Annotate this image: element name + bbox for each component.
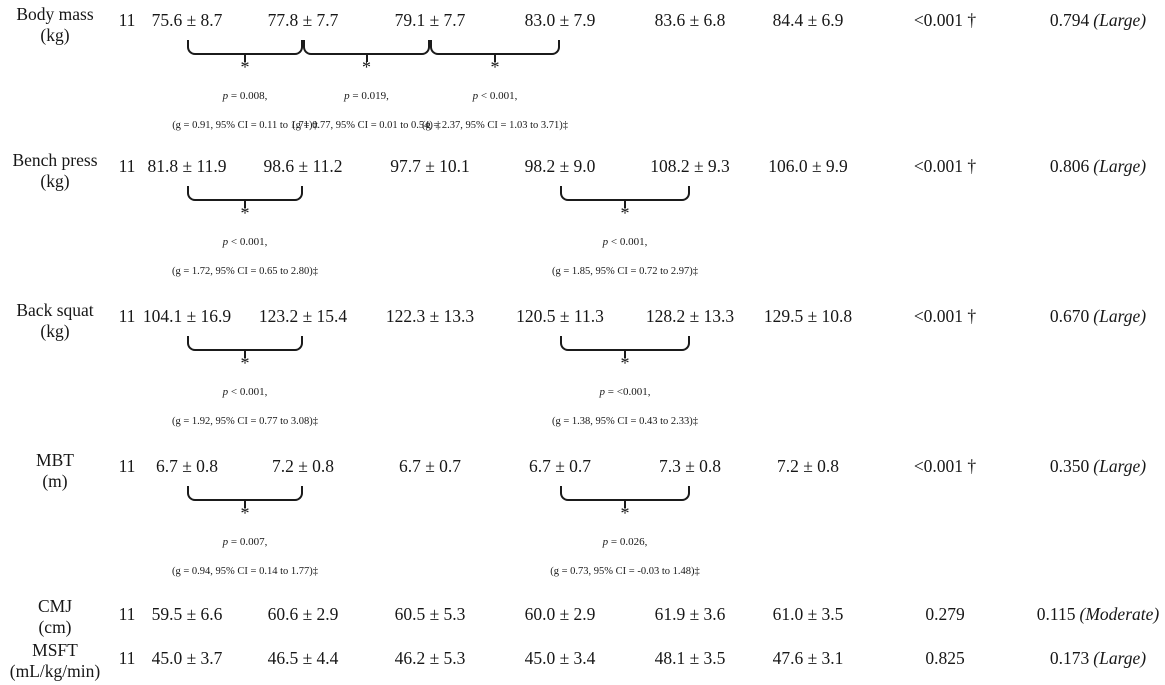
significance-bracket [187, 40, 303, 55]
p-text: = 0.019, [349, 90, 389, 102]
effect-size-value: 0.806 [1049, 156, 1090, 176]
pairwise-p-value [223, 236, 268, 248]
significance-bracket [187, 186, 303, 201]
measure-unit: (mL/kg/min) [9, 661, 101, 681]
effect-size-value: 0.350 [1049, 456, 1090, 476]
significance-asterisk: * [240, 203, 250, 223]
value-cell: 75.6 ± 8.7 [151, 10, 223, 30]
pairwise-p-value [600, 386, 651, 398]
measure-name: Body mass [16, 4, 94, 24]
value-cell: 60.6 ± 2.9 [267, 604, 339, 624]
value-cell: 120.5 ± 11.3 [516, 306, 604, 326]
value-cell: 81.8 ± 11.9 [147, 156, 227, 176]
value-cell: 123.2 ± 15.4 [258, 306, 348, 326]
measure-label [12, 150, 97, 192]
p-text: < 0.001, [228, 386, 268, 398]
measure-unit: (kg) [40, 25, 70, 45]
table-row [0, 296, 1165, 446]
effect-size-ci: (g = 1.38, 95% CI = 0.43 to 2.33)‡ [551, 416, 699, 427]
p-text: < 0.001, [228, 236, 268, 248]
measure-unit: (kg) [40, 171, 70, 191]
effect-size-ci: (g = 2.37, 95% CI = 1.03 to 3.71)‡ [421, 120, 569, 131]
significance-bracket [430, 40, 560, 55]
effect-size-cell [1037, 604, 1159, 625]
sample-size: 11 [118, 604, 136, 624]
value-cell: 59.5 ± 6.6 [151, 604, 223, 624]
p-text: < 0.001, [608, 236, 648, 248]
p-value-cell: <0.001 † [913, 10, 977, 30]
measure-label [16, 300, 93, 342]
value-cell: 46.5 ± 4.4 [267, 648, 339, 668]
p-value-cell: <0.001 † [913, 156, 977, 176]
value-cell: 48.1 ± 3.5 [654, 648, 726, 668]
p-text: = 0.026, [608, 536, 648, 548]
value-cell: 97.7 ± 10.1 [390, 156, 470, 176]
p-value-cell: 0.825 [925, 648, 965, 668]
effect-size-ci: (g = 1.72, 95% CI = 0.65 to 2.80)‡ [171, 266, 319, 277]
value-cell: 60.0 ± 2.9 [524, 604, 596, 624]
p-symbol: p [602, 236, 609, 248]
table-row [0, 446, 1165, 592]
value-cell: 79.1 ± 7.7 [394, 10, 466, 30]
measure-label [38, 596, 72, 638]
effect-size-magnitude: (Large) [1093, 648, 1147, 668]
measure-label [16, 4, 93, 46]
pairwise-p-value [344, 90, 389, 102]
pairwise-p-value [223, 536, 268, 548]
significance-bracket [187, 336, 303, 351]
effect-size-ci: (g = 0.91, 95% CI = 0.11 to 1.71)‡ [172, 120, 318, 131]
sample-size: 11 [118, 156, 136, 176]
value-cell: 6.7 ± 0.7 [398, 456, 462, 476]
significance-asterisk: * [620, 203, 630, 223]
measure-label [10, 640, 100, 682]
effect-size-value: 0.115 [1036, 604, 1076, 624]
effect-size-magnitude: (Moderate) [1079, 604, 1160, 624]
p-text: = 0.008, [228, 90, 268, 102]
measure-name: MBT [36, 450, 74, 470]
table-row [0, 592, 1165, 636]
value-cell: 46.2 ± 5.3 [394, 648, 466, 668]
value-cell: 60.5 ± 5.3 [394, 604, 466, 624]
value-cell: 83.6 ± 6.8 [654, 10, 726, 30]
value-cell: 7.3 ± 0.8 [658, 456, 722, 476]
value-cell: 98.6 ± 11.2 [263, 156, 343, 176]
sample-size: 11 [118, 648, 136, 668]
value-cell: 7.2 ± 0.8 [271, 456, 335, 476]
value-cell: 84.4 ± 6.9 [772, 10, 844, 30]
significance-bracket [560, 486, 690, 501]
significance-asterisk: * [490, 57, 500, 77]
effect-size-magnitude: (Large) [1093, 156, 1147, 176]
value-cell: 7.2 ± 0.8 [776, 456, 840, 476]
effect-size-magnitude: (Large) [1093, 456, 1147, 476]
p-text: < 0.001, [478, 90, 518, 102]
pairwise-p-value [223, 386, 268, 398]
significance-asterisk: * [620, 503, 630, 523]
pairwise-p-value [223, 90, 268, 102]
value-cell: 122.3 ± 13.3 [385, 306, 475, 326]
value-cell: 83.0 ± 7.9 [524, 10, 596, 30]
effect-size-cell [1050, 306, 1146, 327]
value-cell: 129.5 ± 10.8 [763, 306, 853, 326]
measure-unit: (kg) [40, 321, 70, 341]
p-symbol: p [472, 90, 479, 102]
effect-size-ci: (g = 0.73, 95% CI = -0.03 to 1.48)‡ [550, 566, 700, 577]
effect-size-ci: (g = 0.77, 95% CI = 0.01 to 0.54) ‡ [292, 120, 441, 131]
significance-asterisk: * [240, 353, 250, 373]
table-row [0, 146, 1165, 296]
measure-label [36, 450, 74, 492]
value-cell: 106.0 ± 9.9 [768, 156, 848, 176]
effect-size-cell [1050, 10, 1146, 31]
value-cell: 108.2 ± 9.3 [650, 156, 730, 176]
p-symbol: p [222, 386, 229, 398]
effect-size-value: 0.670 [1049, 306, 1090, 326]
measure-unit: (cm) [38, 617, 72, 637]
p-symbol: p [222, 536, 229, 548]
value-cell: 104.1 ± 16.9 [142, 306, 232, 326]
pairwise-p-value [603, 536, 648, 548]
value-cell: 6.7 ± 0.8 [155, 456, 219, 476]
measure-name: MSFT [32, 640, 78, 660]
significance-bracket [560, 186, 690, 201]
measure-name: Bench press [12, 150, 98, 170]
value-cell: 45.0 ± 3.4 [524, 648, 596, 668]
value-cell: 98.2 ± 9.0 [524, 156, 596, 176]
table-row [0, 0, 1165, 146]
p-symbol: p [602, 536, 609, 548]
significance-asterisk: * [620, 353, 630, 373]
significance-bracket [303, 40, 430, 55]
p-symbol: p [222, 90, 229, 102]
effect-size-ci: (g = 1.92, 95% CI = 0.77 to 3.08)‡ [171, 416, 319, 427]
sample-size: 11 [118, 10, 136, 30]
value-cell: 61.9 ± 3.6 [654, 604, 726, 624]
measure-unit: (m) [42, 471, 68, 491]
effect-size-ci: (g = 0.94, 95% CI = 0.14 to 1.77)‡ [171, 566, 319, 577]
p-symbol: p [599, 386, 606, 398]
effect-size-ci: (g = 1.85, 95% CI = 0.72 to 2.97)‡ [551, 266, 699, 277]
value-cell: 61.0 ± 3.5 [772, 604, 844, 624]
p-text: = 0.007, [228, 536, 268, 548]
pairwise-p-value [473, 90, 518, 102]
effect-size-cell [1050, 156, 1146, 177]
sample-size: 11 [118, 456, 136, 476]
pairwise-p-value [603, 236, 648, 248]
effect-size-cell [1050, 456, 1146, 477]
effect-size-value: 0.173 [1049, 648, 1090, 668]
measure-name: Back squat [16, 300, 94, 320]
p-value-cell: <0.001 † [913, 456, 977, 476]
sample-size: 11 [118, 306, 136, 326]
effect-size-cell [1050, 648, 1146, 669]
value-cell: 47.6 ± 3.1 [772, 648, 844, 668]
significance-asterisk: * [240, 57, 250, 77]
significance-bracket [187, 486, 303, 501]
effect-size-value: 0.794 [1049, 10, 1090, 30]
value-cell: 6.7 ± 0.7 [528, 456, 592, 476]
value-cell: 128.2 ± 13.3 [645, 306, 735, 326]
effect-size-magnitude: (Large) [1093, 306, 1147, 326]
value-cell: 45.0 ± 3.7 [151, 648, 223, 668]
effect-size-magnitude: (Large) [1093, 10, 1147, 30]
significance-asterisk: * [240, 503, 250, 523]
measure-name: CMJ [37, 596, 73, 616]
p-value-cell: 0.279 [925, 604, 965, 624]
p-text: = <0.001, [605, 386, 651, 398]
table-row [0, 636, 1165, 685]
p-symbol: p [222, 236, 229, 248]
p-symbol: p [344, 90, 350, 102]
significance-bracket [560, 336, 690, 351]
value-cell: 77.8 ± 7.7 [267, 10, 339, 30]
significance-asterisk: * [362, 57, 371, 77]
p-value-cell: <0.001 † [913, 306, 977, 326]
